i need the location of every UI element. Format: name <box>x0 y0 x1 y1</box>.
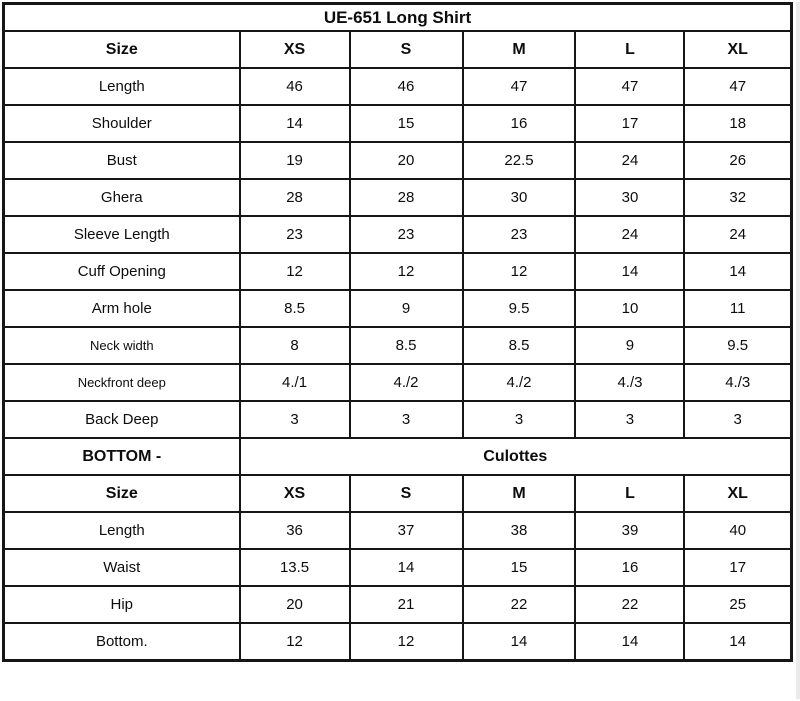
row-label: Ghera <box>4 179 240 216</box>
shirt-measurement-row <box>4 142 792 179</box>
size-value-cell: 4./3 <box>684 364 791 401</box>
col-header-xs: XS <box>240 475 350 512</box>
shirt-measurement-row <box>4 327 792 364</box>
bottom-section-label: BOTTOM - <box>4 438 240 475</box>
size-value-cell: 39 <box>575 512 684 549</box>
row-label: Hip <box>4 586 240 623</box>
size-value-cell: 3 <box>240 401 350 438</box>
col-header-s: S <box>350 475 463 512</box>
size-value-cell: 25 <box>684 586 791 623</box>
size-value-cell: 28 <box>240 179 350 216</box>
size-value-cell: 20 <box>350 142 463 179</box>
scan-edge-artifact <box>796 2 800 699</box>
size-value-cell: 14 <box>575 623 684 661</box>
size-value-cell: 9 <box>575 327 684 364</box>
size-value-cell: 30 <box>463 179 576 216</box>
col-header-m: M <box>463 31 576 68</box>
shirt-measurement-rows <box>4 68 792 438</box>
col-header-m: M <box>463 475 576 512</box>
size-value-cell: 3 <box>575 401 684 438</box>
size-value-cell: 36 <box>240 512 350 549</box>
size-value-cell: 12 <box>463 253 576 290</box>
col-header-xl: XL <box>684 31 791 68</box>
size-value-cell: 11 <box>684 290 791 327</box>
bottom-header-row <box>4 475 792 512</box>
size-value-cell: 23 <box>463 216 576 253</box>
bottom-measurement-row <box>4 512 792 549</box>
size-value-cell: 4./2 <box>463 364 576 401</box>
size-value-cell: 24 <box>684 216 791 253</box>
title-row <box>4 4 792 32</box>
shirt-measurement-row <box>4 253 792 290</box>
row-label: Sleeve Length <box>4 216 240 253</box>
size-value-cell: 14 <box>575 253 684 290</box>
size-value-cell: 4./2 <box>350 364 463 401</box>
row-label: Bust <box>4 142 240 179</box>
size-value-cell: 21 <box>350 586 463 623</box>
bottom-section-value: Culottes <box>240 438 792 475</box>
col-header-size: Size <box>4 31 240 68</box>
size-value-cell: 38 <box>463 512 576 549</box>
size-value-cell: 22 <box>575 586 684 623</box>
bottom-measurement-row <box>4 586 792 623</box>
size-value-cell: 28 <box>350 179 463 216</box>
size-value-cell: 9 <box>350 290 463 327</box>
size-value-cell: 19 <box>240 142 350 179</box>
size-value-cell: 46 <box>240 68 350 105</box>
size-value-cell: 37 <box>350 512 463 549</box>
shirt-measurement-row <box>4 364 792 401</box>
chart-title: UE-651 Long Shirt <box>4 4 792 32</box>
col-header-size: Size <box>4 475 240 512</box>
col-header-xs: XS <box>240 31 350 68</box>
size-value-cell: 4./1 <box>240 364 350 401</box>
bottom-measurement-row <box>4 549 792 586</box>
size-value-cell: 8.5 <box>240 290 350 327</box>
row-label: Neck width <box>4 327 240 364</box>
size-value-cell: 8.5 <box>463 327 576 364</box>
size-value-cell: 8 <box>240 327 350 364</box>
size-value-cell: 12 <box>240 253 350 290</box>
bottom-measurement-row <box>4 623 792 661</box>
size-value-cell: 12 <box>350 623 463 661</box>
shirt-measurement-row <box>4 290 792 327</box>
size-value-cell: 3 <box>463 401 576 438</box>
row-label: Length <box>4 512 240 549</box>
size-value-cell: 14 <box>684 253 791 290</box>
title-section <box>4 4 792 32</box>
row-label: Length <box>4 68 240 105</box>
shirt-measurement-row <box>4 401 792 438</box>
size-value-cell: 22 <box>463 586 576 623</box>
size-value-cell: 40 <box>684 512 791 549</box>
shirt-measurement-row <box>4 105 792 142</box>
size-value-cell: 14 <box>684 623 791 661</box>
row-label: Arm hole <box>4 290 240 327</box>
size-value-cell: 47 <box>463 68 576 105</box>
shirt-header-section <box>4 31 792 68</box>
col-header-s: S <box>350 31 463 68</box>
size-value-cell: 22.5 <box>463 142 576 179</box>
size-value-cell: 14 <box>463 623 576 661</box>
size-value-cell: 13.5 <box>240 549 350 586</box>
size-value-cell: 18 <box>684 105 791 142</box>
col-header-l: L <box>575 475 684 512</box>
size-value-cell: 9.5 <box>463 290 576 327</box>
size-value-cell: 15 <box>463 549 576 586</box>
row-label: Waist <box>4 549 240 586</box>
size-value-cell: 16 <box>575 549 684 586</box>
size-value-cell: 17 <box>575 105 684 142</box>
bottom-section-row <box>4 438 792 475</box>
size-chart-sheet <box>0 2 800 701</box>
size-value-cell: 24 <box>575 142 684 179</box>
size-value-cell: 12 <box>240 623 350 661</box>
row-label: Back Deep <box>4 401 240 438</box>
size-value-cell: 47 <box>684 68 791 105</box>
size-value-cell: 17 <box>684 549 791 586</box>
size-value-cell: 8.5 <box>350 327 463 364</box>
size-value-cell: 24 <box>575 216 684 253</box>
size-value-cell: 10 <box>575 290 684 327</box>
size-value-cell: 4./3 <box>575 364 684 401</box>
size-value-cell: 23 <box>350 216 463 253</box>
size-value-cell: 3 <box>350 401 463 438</box>
row-label: Cuff Opening <box>4 253 240 290</box>
size-value-cell: 46 <box>350 68 463 105</box>
size-value-cell: 16 <box>463 105 576 142</box>
size-value-cell: 9.5 <box>684 327 791 364</box>
col-header-xl: XL <box>684 475 791 512</box>
size-value-cell: 3 <box>684 401 791 438</box>
bottom-section-header <box>4 438 792 512</box>
size-chart-table <box>2 2 793 662</box>
size-value-cell: 12 <box>350 253 463 290</box>
bottom-measurement-rows <box>4 512 792 661</box>
size-value-cell: 14 <box>350 549 463 586</box>
row-label: Shoulder <box>4 105 240 142</box>
size-value-cell: 15 <box>350 105 463 142</box>
shirt-measurement-row <box>4 179 792 216</box>
row-label: Bottom. <box>4 623 240 661</box>
size-value-cell: 20 <box>240 586 350 623</box>
size-value-cell: 30 <box>575 179 684 216</box>
shirt-header-row <box>4 31 792 68</box>
row-label: Neckfront deep <box>4 364 240 401</box>
size-value-cell: 23 <box>240 216 350 253</box>
shirt-measurement-row <box>4 68 792 105</box>
size-value-cell: 26 <box>684 142 791 179</box>
size-value-cell: 47 <box>575 68 684 105</box>
size-value-cell: 32 <box>684 179 791 216</box>
col-header-l: L <box>575 31 684 68</box>
shirt-measurement-row <box>4 216 792 253</box>
size-value-cell: 14 <box>240 105 350 142</box>
